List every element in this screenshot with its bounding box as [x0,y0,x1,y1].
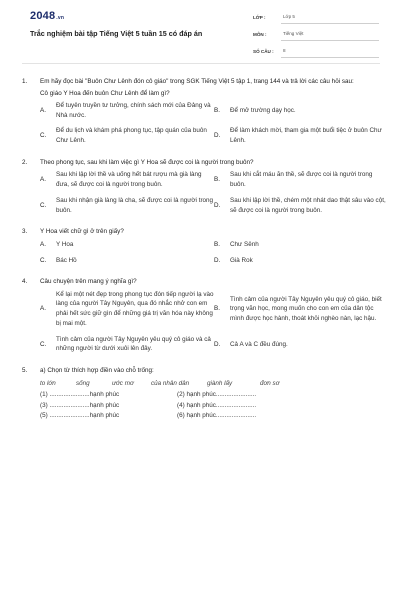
info-value: Lớp 5 [281,14,379,24]
word-option[interactable]: giành lấy [207,379,233,387]
question-number: 4. [22,278,28,286]
option-a[interactable]: A. Kể lại một nét đẹp trong phong tục đón tiếp người lạ vào làng của người Tây Nguyên, qua đó nhắc nhở con em phải hết sức giữ gìn để những giá trị văn hóa này không bị mai một. [40,290,214,327]
word-bank [40,379,378,388]
option-c[interactable]: C. Sau khi nhận già làng là cha, sẽ được coi là người trong buôn. [40,196,214,214]
page-header [0,0,400,55]
info-row-subject [253,29,379,41]
fill-blank[interactable]: (3) .......................hạnh phúc [40,401,120,409]
info-label: MÔN : [253,32,267,38]
question-1 [0,77,400,146]
option-c[interactable]: C. Bác Hồ [40,256,77,264]
fill-blank[interactable]: (1) .......................hạnh phúc [40,391,120,399]
logo-text: 2048 [30,10,56,22]
info-value: 8 [281,48,379,58]
option-a[interactable]: A. Để tuyên truyền tư tưởng, chính sách mới của Đảng và Nhà nước. [40,101,211,119]
fill-blank[interactable]: (5) .......................hạnh phúc [40,411,120,419]
question-text: Y Hoa viết chữ gì ở trên giấy? [40,228,124,236]
option-b[interactable]: B. Chư Sênh [214,240,259,248]
option-grid [40,170,386,215]
info-row-class [253,12,379,24]
info-label: LỚP : [253,15,266,21]
word-option[interactable]: đơn sơ [260,379,280,387]
option-b[interactable]: B. Để mở trường dạy học. [214,106,296,114]
word-option[interactable]: của nhân dân [151,379,190,387]
option-d[interactable]: D. Cả A và C đều đúng. [214,340,288,348]
option-grid [40,290,382,355]
fill-in-grid [40,390,378,420]
question-3 [0,227,400,265]
info-row-question-count [253,46,379,58]
option-a[interactable]: A. Y Hoa [40,240,74,248]
question-5 [0,366,400,420]
fill-blank[interactable]: (6) hạnh phúc....................... [177,411,257,419]
logo-suffix: .vn [56,15,65,21]
question-number: 3. [22,228,28,236]
option-grid [40,240,378,266]
option-grid [40,101,382,146]
header-divider [22,63,380,64]
option-c[interactable]: C. Tình cảm của người Tây Nguyên yêu quý cô giáo và cả những người từ dưới xuôi lên đây. [40,335,211,353]
option-d[interactable]: D. Để làm khách mời, tham gia một buổi tiệc ở buôn Chư Lênh. [214,127,382,145]
word-option[interactable]: sống [76,379,90,387]
question-text: Câu chuyện trên mang ý nghĩa gì? [40,278,137,286]
option-c[interactable]: C. Để du lịch và khám phá phong tục, tập quán của buôn Chư Lênh. [40,127,207,145]
fill-blank[interactable]: (4) hạnh phúc....................... [177,401,257,409]
option-d[interactable]: D. Sau khi lập lời thề, chém một nhát dao thật sâu vào cột, sẽ được coi là người trong buôn. [214,196,386,214]
question-text: Em hãy đọc bài "Buôn Chư Lênh đón cô giáo" trong SGK Tiếng Việt 5 tập 1, trang 144 và trả lời các câu hỏi sau: [40,78,354,85]
question-4 [0,277,400,354]
info-value: Tiếng Việt [281,31,379,41]
option-b[interactable]: B. Sau khi cắt máu ăn thề, sẽ được coi là người trong buôn. [214,171,373,189]
question-number: 5. [22,367,28,375]
option-b[interactable]: B. Tình cảm của người Tây Nguyên yêu quý cô giáo, biết trọng văn học, mong muốn cho con em của dân tộc mình được học hành, thoát khỏi nghèo nàn, lạc hậu. [214,295,382,323]
page-title: Trắc nghiệm bài tập Tiếng Việt 5 tuần 15 có đáp án [30,29,203,38]
question-text: Theo phong tục, sau khi làm việc gì Y Hoa sẽ được coi là người trong buôn? [40,158,254,166]
word-option[interactable]: to lớn [40,379,56,387]
info-box [253,12,379,63]
question-2 [0,158,400,215]
question-number: 2. [22,158,28,166]
fill-blank[interactable]: (2) hạnh phúc....................... [177,391,257,399]
question-list [0,77,400,432]
option-a[interactable]: A. Sau khi lập lời thề và uống hết bát rượu mà già làng đưa, sẽ được coi là người trong buôn. [40,171,202,189]
info-label: SỐ CÂU : [253,49,274,55]
question-number: 1. [22,78,28,85]
question-text: a) Chọn từ thích hợp điền vào chỗ trống: [40,367,154,375]
option-d[interactable]: D. Già Rok [214,256,253,264]
word-option[interactable]: ước mơ [112,379,134,387]
question-subtext: Cô giáo Y Hoa đến buôn Chư Lênh để làm gì? [40,90,170,98]
